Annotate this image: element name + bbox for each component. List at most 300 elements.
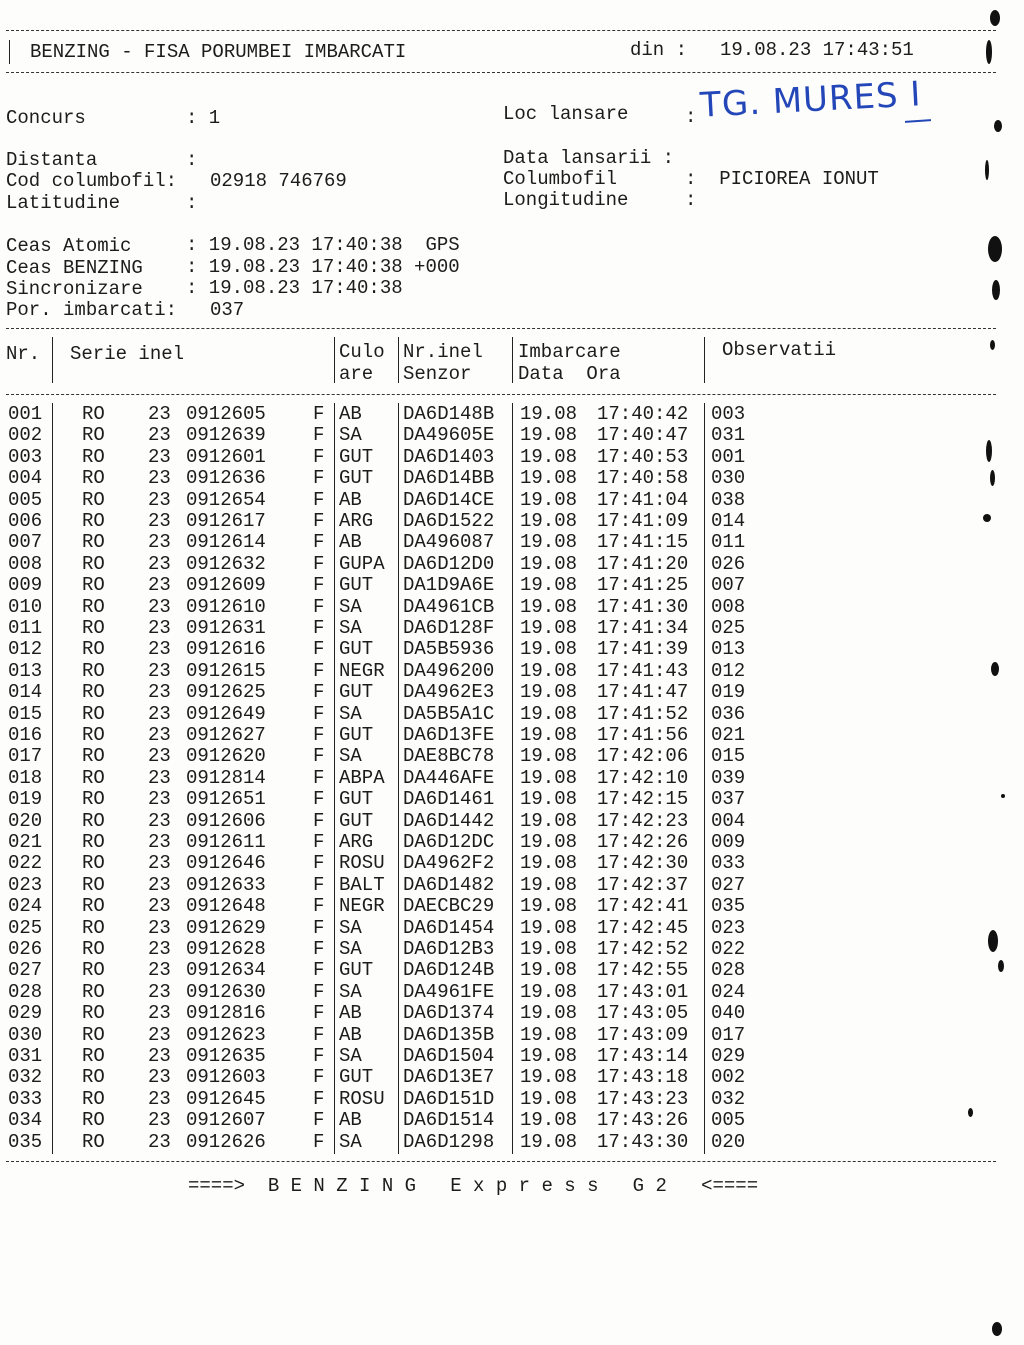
- footer-banner: ====> B E N Z I N G E x p r e s s G 2 <====: [188, 1175, 759, 1197]
- concurs-label: Concurs: [6, 107, 86, 129]
- row-inel: 0912639: [186, 424, 266, 447]
- row-tara: RO: [82, 873, 105, 896]
- row-inel: 0912816: [186, 1002, 266, 1025]
- row-sex: F: [313, 552, 325, 575]
- row-sex: F: [313, 766, 325, 789]
- row-observatii: 011: [711, 531, 746, 554]
- row-culoare: SA: [339, 1130, 362, 1153]
- row-sex: F: [313, 1087, 325, 1110]
- row-observatii: 039: [711, 766, 746, 789]
- row-inel: 0912603: [186, 1066, 266, 1089]
- table-row: [0, 1003, 1000, 1024]
- row-an: 23: [148, 895, 171, 918]
- table-row: [0, 490, 1000, 511]
- row-an: 23: [148, 681, 171, 704]
- row-culoare: SA: [339, 745, 362, 768]
- row-senzor: DA496200: [403, 659, 495, 682]
- col-header-nr-inel: Nr.inel: [403, 341, 483, 363]
- col-header-nr: Nr.: [6, 343, 41, 365]
- row-observatii: 035: [711, 895, 746, 918]
- row-nr: 021: [8, 831, 43, 853]
- row-nr: 025: [8, 916, 43, 939]
- table-row: [0, 425, 1000, 446]
- row-data: 19.08: [520, 1109, 578, 1132]
- row-culoare: GUT: [339, 467, 374, 490]
- row-culoare: NEGR: [339, 895, 385, 918]
- row-nr: 014: [8, 681, 43, 704]
- row-observatii: 015: [711, 745, 746, 768]
- row-sex: F: [313, 852, 325, 875]
- row-senzor: DA6D1374: [403, 1002, 495, 1025]
- row-tara: RO: [82, 403, 105, 425]
- col-header-observatii: Observatii: [722, 339, 837, 361]
- ceas-atomic-label: Ceas Atomic: [6, 235, 132, 257]
- row-inel: 0912633: [186, 873, 266, 896]
- row-tara: RO: [82, 574, 105, 597]
- row-data: 19.08: [520, 403, 578, 425]
- row-data: 19.08: [520, 1087, 578, 1110]
- row-nr: 027: [8, 959, 43, 982]
- row-senzor: DA6D135B: [403, 1023, 495, 1046]
- row-ora: 17:41:04: [597, 488, 689, 511]
- row-observatii: 008: [711, 595, 746, 618]
- row-senzor: DA6D12DC: [403, 831, 495, 853]
- row-ora: 17:43:14: [597, 1045, 689, 1067]
- col-header-culo: Culo: [339, 341, 385, 363]
- table-row: [0, 575, 1000, 596]
- row-senzor: DA6D14BB: [403, 467, 495, 490]
- row-nr: 007: [8, 531, 43, 554]
- row-observatii: 025: [711, 617, 746, 639]
- row-sex: F: [313, 424, 325, 447]
- row-nr: 030: [8, 1023, 43, 1046]
- row-ora: 17:43:23: [597, 1087, 689, 1110]
- row-ora: 17:41:39: [597, 638, 689, 661]
- row-sex: F: [313, 403, 325, 425]
- table-row: [0, 1067, 1000, 1088]
- row-inel: 0912623: [186, 1023, 266, 1046]
- row-data: 19.08: [520, 467, 578, 490]
- row-culoare: GUT: [339, 574, 374, 597]
- row-ora: 17:41:52: [597, 702, 689, 725]
- row-data: 19.08: [520, 659, 578, 682]
- longitudine-label: Longitudine: [503, 189, 629, 211]
- row-ora: 17:41:30: [597, 595, 689, 618]
- body-divider-senzor: [512, 403, 513, 1154]
- row-inel: 0912609: [186, 574, 266, 597]
- row-observatii: 005: [711, 1109, 746, 1132]
- row-observatii: 030: [711, 467, 746, 490]
- row-senzor: DA4962F2: [403, 852, 495, 875]
- row-tara: RO: [82, 531, 105, 554]
- row-senzor: DA5B5936: [403, 638, 495, 661]
- row-data: 19.08: [520, 809, 578, 832]
- row-an: 23: [148, 1023, 171, 1046]
- row-nr: 006: [8, 510, 43, 532]
- row-inel: 0912635: [186, 1045, 266, 1067]
- row-culoare: GUT: [339, 638, 374, 661]
- header-top-rule: [6, 30, 996, 31]
- table-header-bottom-rule: [6, 394, 996, 395]
- latitudine-value: :: [186, 192, 198, 214]
- loc-lansare-label: Loc lansare: [503, 103, 629, 125]
- row-an: 23: [148, 724, 171, 746]
- row-nr: 016: [8, 724, 43, 746]
- row-culoare: NEGR: [339, 659, 385, 682]
- row-culoare: AB: [339, 1002, 362, 1025]
- row-inel: 0912627: [186, 724, 266, 746]
- ceas-atomic-value: : 19.08.23 17:40:38 GPS: [186, 234, 460, 256]
- row-observatii: 036: [711, 702, 746, 725]
- row-an: 23: [148, 938, 171, 960]
- row-an: 23: [148, 873, 171, 896]
- row-senzor: DA6D13FE: [403, 724, 495, 746]
- row-observatii: 014: [711, 510, 746, 532]
- row-an: 23: [148, 980, 171, 1003]
- row-senzor: DA6D1461: [403, 788, 495, 811]
- row-ora: 17:43:30: [597, 1130, 689, 1153]
- row-nr: 012: [8, 638, 43, 661]
- table-row: [0, 554, 1000, 575]
- row-senzor: DA6D12D0: [403, 552, 495, 575]
- row-inel: 0912607: [186, 1109, 266, 1132]
- row-tara: RO: [82, 766, 105, 789]
- row-nr: 035: [8, 1130, 43, 1153]
- row-data: 19.08: [520, 745, 578, 768]
- row-culoare: GUT: [339, 809, 374, 832]
- row-culoare: SA: [339, 595, 362, 618]
- row-sex: F: [313, 488, 325, 511]
- row-an: 23: [148, 488, 171, 511]
- row-senzor: DA446AFE: [403, 766, 495, 789]
- row-data: 19.08: [520, 831, 578, 853]
- page-title: BENZING - FISA PORUMBEI IMBARCATI: [30, 41, 407, 63]
- row-ora: 17:42:10: [597, 766, 689, 789]
- data-lansarii-label: Data lansarii :: [503, 147, 675, 169]
- row-observatii: 003: [711, 403, 746, 425]
- table-row: [0, 618, 1000, 639]
- table-row: [0, 875, 1000, 896]
- row-data: 19.08: [520, 702, 578, 725]
- sincronizare-value: : 19.08.23 17:40:38: [186, 277, 403, 299]
- row-observatii: 031: [711, 424, 746, 447]
- row-nr: 010: [8, 595, 43, 618]
- row-sex: F: [313, 702, 325, 725]
- row-senzor: DA496087: [403, 531, 495, 554]
- row-observatii: 012: [711, 659, 746, 682]
- row-culoare: ROSU: [339, 1087, 385, 1110]
- row-tara: RO: [82, 1002, 105, 1025]
- table-row: [0, 832, 1000, 853]
- row-sex: F: [313, 467, 325, 490]
- row-an: 23: [148, 766, 171, 789]
- row-ora: 17:41:25: [597, 574, 689, 597]
- row-observatii: 017: [711, 1023, 746, 1046]
- row-inel: 0912648: [186, 895, 266, 918]
- table-row: [0, 468, 1000, 489]
- row-inel: 0912626: [186, 1130, 266, 1153]
- body-divider-serie: [334, 403, 335, 1154]
- row-data: 19.08: [520, 681, 578, 704]
- longitudine-value: :: [685, 189, 697, 211]
- handwritten-underline: [905, 119, 931, 123]
- concurs-value: : 1: [186, 107, 221, 129]
- row-senzor: DA6D1298: [403, 1130, 495, 1153]
- row-tara: RO: [82, 809, 105, 832]
- row-ora: 17:41:15: [597, 531, 689, 554]
- table-row: [0, 704, 1000, 725]
- table-row: [0, 789, 1000, 810]
- row-inel: 0912605: [186, 403, 266, 425]
- row-observatii: 033: [711, 852, 746, 875]
- distanta-value: :: [186, 149, 198, 171]
- row-data: 19.08: [520, 916, 578, 939]
- row-culoare: SA: [339, 424, 362, 447]
- table-row: [0, 939, 1000, 960]
- row-an: 23: [148, 1109, 171, 1132]
- row-observatii: 028: [711, 959, 746, 982]
- row-an: 23: [148, 574, 171, 597]
- row-senzor: DA49605E: [403, 424, 495, 447]
- columbofil-label: Columbofil: [503, 168, 618, 190]
- row-data: 19.08: [520, 1045, 578, 1067]
- row-culoare: GUT: [339, 788, 374, 811]
- print-date-label: din :: [630, 39, 688, 61]
- row-sex: F: [313, 959, 325, 982]
- row-senzor: DAE8BC78: [403, 745, 495, 768]
- row-observatii: 022: [711, 938, 746, 960]
- row-sex: F: [313, 574, 325, 597]
- row-nr: 003: [8, 445, 43, 468]
- row-data: 19.08: [520, 510, 578, 532]
- row-nr: 023: [8, 873, 43, 896]
- columbofil-value: : PICIOREA IONUT: [685, 168, 879, 190]
- table-row: [0, 639, 1000, 660]
- row-nr: 032: [8, 1066, 43, 1089]
- row-culoare: SA: [339, 916, 362, 939]
- row-senzor: DA6D124B: [403, 959, 495, 982]
- row-ora: 17:43:26: [597, 1109, 689, 1132]
- row-tara: RO: [82, 1023, 105, 1046]
- row-nr: 002: [8, 424, 43, 447]
- row-data: 19.08: [520, 766, 578, 789]
- row-sex: F: [313, 1130, 325, 1153]
- row-inel: 0912631: [186, 617, 266, 639]
- row-observatii: 027: [711, 873, 746, 896]
- row-an: 23: [148, 788, 171, 811]
- row-nr: 029: [8, 1002, 43, 1025]
- row-ora: 17:42:45: [597, 916, 689, 939]
- row-ora: 17:42:41: [597, 895, 689, 918]
- row-inel: 0912606: [186, 809, 266, 832]
- row-an: 23: [148, 638, 171, 661]
- row-observatii: 032: [711, 1087, 746, 1110]
- row-nr: 001: [8, 403, 43, 425]
- row-inel: 0912632: [186, 552, 266, 575]
- row-an: 23: [148, 745, 171, 768]
- table-row: [0, 918, 1000, 939]
- row-inel: 0912634: [186, 959, 266, 982]
- table-row: [0, 982, 1000, 1003]
- row-nr: 004: [8, 467, 43, 490]
- row-sex: F: [313, 745, 325, 768]
- print-date-value: 19.08.23 17:43:51: [720, 39, 914, 61]
- row-senzor: DA6D1482: [403, 873, 495, 896]
- row-sex: F: [313, 681, 325, 704]
- row-tara: RO: [82, 595, 105, 618]
- table-row: [0, 682, 1000, 703]
- row-culoare: SA: [339, 938, 362, 960]
- row-sex: F: [313, 980, 325, 1003]
- row-ora: 17:41:56: [597, 724, 689, 746]
- row-an: 23: [148, 1087, 171, 1110]
- table-bottom-rule: [6, 1161, 996, 1162]
- body-divider-imbarcare: [704, 403, 705, 1154]
- row-ora: 17:42:23: [597, 809, 689, 832]
- row-data: 19.08: [520, 895, 578, 918]
- row-culoare: ARG: [339, 831, 374, 853]
- row-tara: RO: [82, 445, 105, 468]
- col-header-imbarcare: Imbarcare: [518, 341, 621, 363]
- row-ora: 17:40:58: [597, 467, 689, 490]
- table-row: [0, 768, 1000, 789]
- cod-columbofil-label: Cod columbofil:: [6, 170, 178, 192]
- row-an: 23: [148, 467, 171, 490]
- row-an: 23: [148, 424, 171, 447]
- row-inel: 0912628: [186, 938, 266, 960]
- row-an: 23: [148, 809, 171, 832]
- table-row: [0, 1025, 1000, 1046]
- row-ora: 17:40:53: [597, 445, 689, 468]
- row-inel: 0912646: [186, 852, 266, 875]
- row-an: 23: [148, 702, 171, 725]
- row-culoare: AB: [339, 488, 362, 511]
- row-sex: F: [313, 873, 325, 896]
- row-inel: 0912814: [186, 766, 266, 789]
- row-sex: F: [313, 788, 325, 811]
- row-tara: RO: [82, 510, 105, 532]
- row-an: 23: [148, 1045, 171, 1067]
- row-nr: 028: [8, 980, 43, 1003]
- row-ora: 17:42:06: [597, 745, 689, 768]
- table-row: [0, 853, 1000, 874]
- row-observatii: 021: [711, 724, 746, 746]
- row-sex: F: [313, 531, 325, 554]
- row-senzor: DA4961FE: [403, 980, 495, 1003]
- row-culoare: GUT: [339, 1066, 374, 1089]
- row-senzor: DA6D151D: [403, 1087, 495, 1110]
- row-sex: F: [313, 595, 325, 618]
- row-ora: 17:42:30: [597, 852, 689, 875]
- row-nr: 033: [8, 1087, 43, 1110]
- row-inel: 0912654: [186, 488, 266, 511]
- row-an: 23: [148, 659, 171, 682]
- row-an: 23: [148, 510, 171, 532]
- row-observatii: 020: [711, 1130, 746, 1153]
- row-tara: RO: [82, 831, 105, 853]
- table-row: [0, 960, 1000, 981]
- row-inel: 0912610: [186, 595, 266, 618]
- row-culoare: GUPA: [339, 552, 385, 575]
- row-ora: 17:41:34: [597, 617, 689, 639]
- table-row: [0, 1089, 1000, 1110]
- col-divider-nr: [52, 337, 53, 383]
- row-tara: RO: [82, 638, 105, 661]
- row-data: 19.08: [520, 1002, 578, 1025]
- row-sex: F: [313, 724, 325, 746]
- row-sex: F: [313, 938, 325, 960]
- row-nr: 011: [8, 617, 43, 639]
- row-observatii: 013: [711, 638, 746, 661]
- row-nr: 034: [8, 1109, 43, 1132]
- row-senzor: DA5B5A1C: [403, 702, 495, 725]
- col-divider-culoare: [398, 337, 399, 383]
- row-tara: RO: [82, 552, 105, 575]
- row-culoare: AB: [339, 1023, 362, 1046]
- row-data: 19.08: [520, 595, 578, 618]
- row-culoare: SA: [339, 1045, 362, 1067]
- row-tara: RO: [82, 938, 105, 960]
- row-observatii: 038: [711, 488, 746, 511]
- row-observatii: 002: [711, 1066, 746, 1089]
- row-an: 23: [148, 617, 171, 639]
- row-inel: 0912617: [186, 510, 266, 532]
- col-header-data-ora: Data Ora: [518, 363, 621, 385]
- row-culoare: GUT: [339, 724, 374, 746]
- row-observatii: 029: [711, 1045, 746, 1067]
- row-data: 19.08: [520, 638, 578, 661]
- row-tara: RO: [82, 424, 105, 447]
- row-an: 23: [148, 916, 171, 939]
- row-an: 23: [148, 1002, 171, 1025]
- row-tara: RO: [82, 745, 105, 768]
- row-inel: 0912651: [186, 788, 266, 811]
- row-senzor: DA6D1504: [403, 1045, 495, 1067]
- row-inel: 0912636: [186, 467, 266, 490]
- row-culoare: SA: [339, 702, 362, 725]
- row-data: 19.08: [520, 980, 578, 1003]
- row-inel: 0912629: [186, 916, 266, 939]
- row-observatii: 007: [711, 574, 746, 597]
- col-divider-imbarcare: [704, 337, 705, 383]
- row-culoare: ARG: [339, 510, 374, 532]
- ceas-benzing-label: Ceas BENZING: [6, 257, 143, 279]
- row-data: 19.08: [520, 1130, 578, 1153]
- cod-columbofil-value: 02918 746769: [210, 170, 347, 192]
- row-senzor: DA6D1454: [403, 916, 495, 939]
- row-ora: 17:41:47: [597, 681, 689, 704]
- row-data: 19.08: [520, 552, 578, 575]
- row-inel: 0912616: [186, 638, 266, 661]
- row-culoare: BALT: [339, 873, 385, 896]
- row-tara: RO: [82, 702, 105, 725]
- row-senzor: DA6D148B: [403, 403, 495, 425]
- row-an: 23: [148, 552, 171, 575]
- row-tara: RO: [82, 617, 105, 639]
- row-senzor: DA6D1442: [403, 809, 495, 832]
- row-tara: RO: [82, 895, 105, 918]
- row-sex: F: [313, 1023, 325, 1046]
- row-nr: 024: [8, 895, 43, 918]
- row-an: 23: [148, 852, 171, 875]
- row-data: 19.08: [520, 424, 578, 447]
- row-data: 19.08: [520, 617, 578, 639]
- row-culoare: ROSU: [339, 852, 385, 875]
- row-an: 23: [148, 403, 171, 425]
- row-tara: RO: [82, 916, 105, 939]
- row-an: 23: [148, 1066, 171, 1089]
- row-sex: F: [313, 831, 325, 853]
